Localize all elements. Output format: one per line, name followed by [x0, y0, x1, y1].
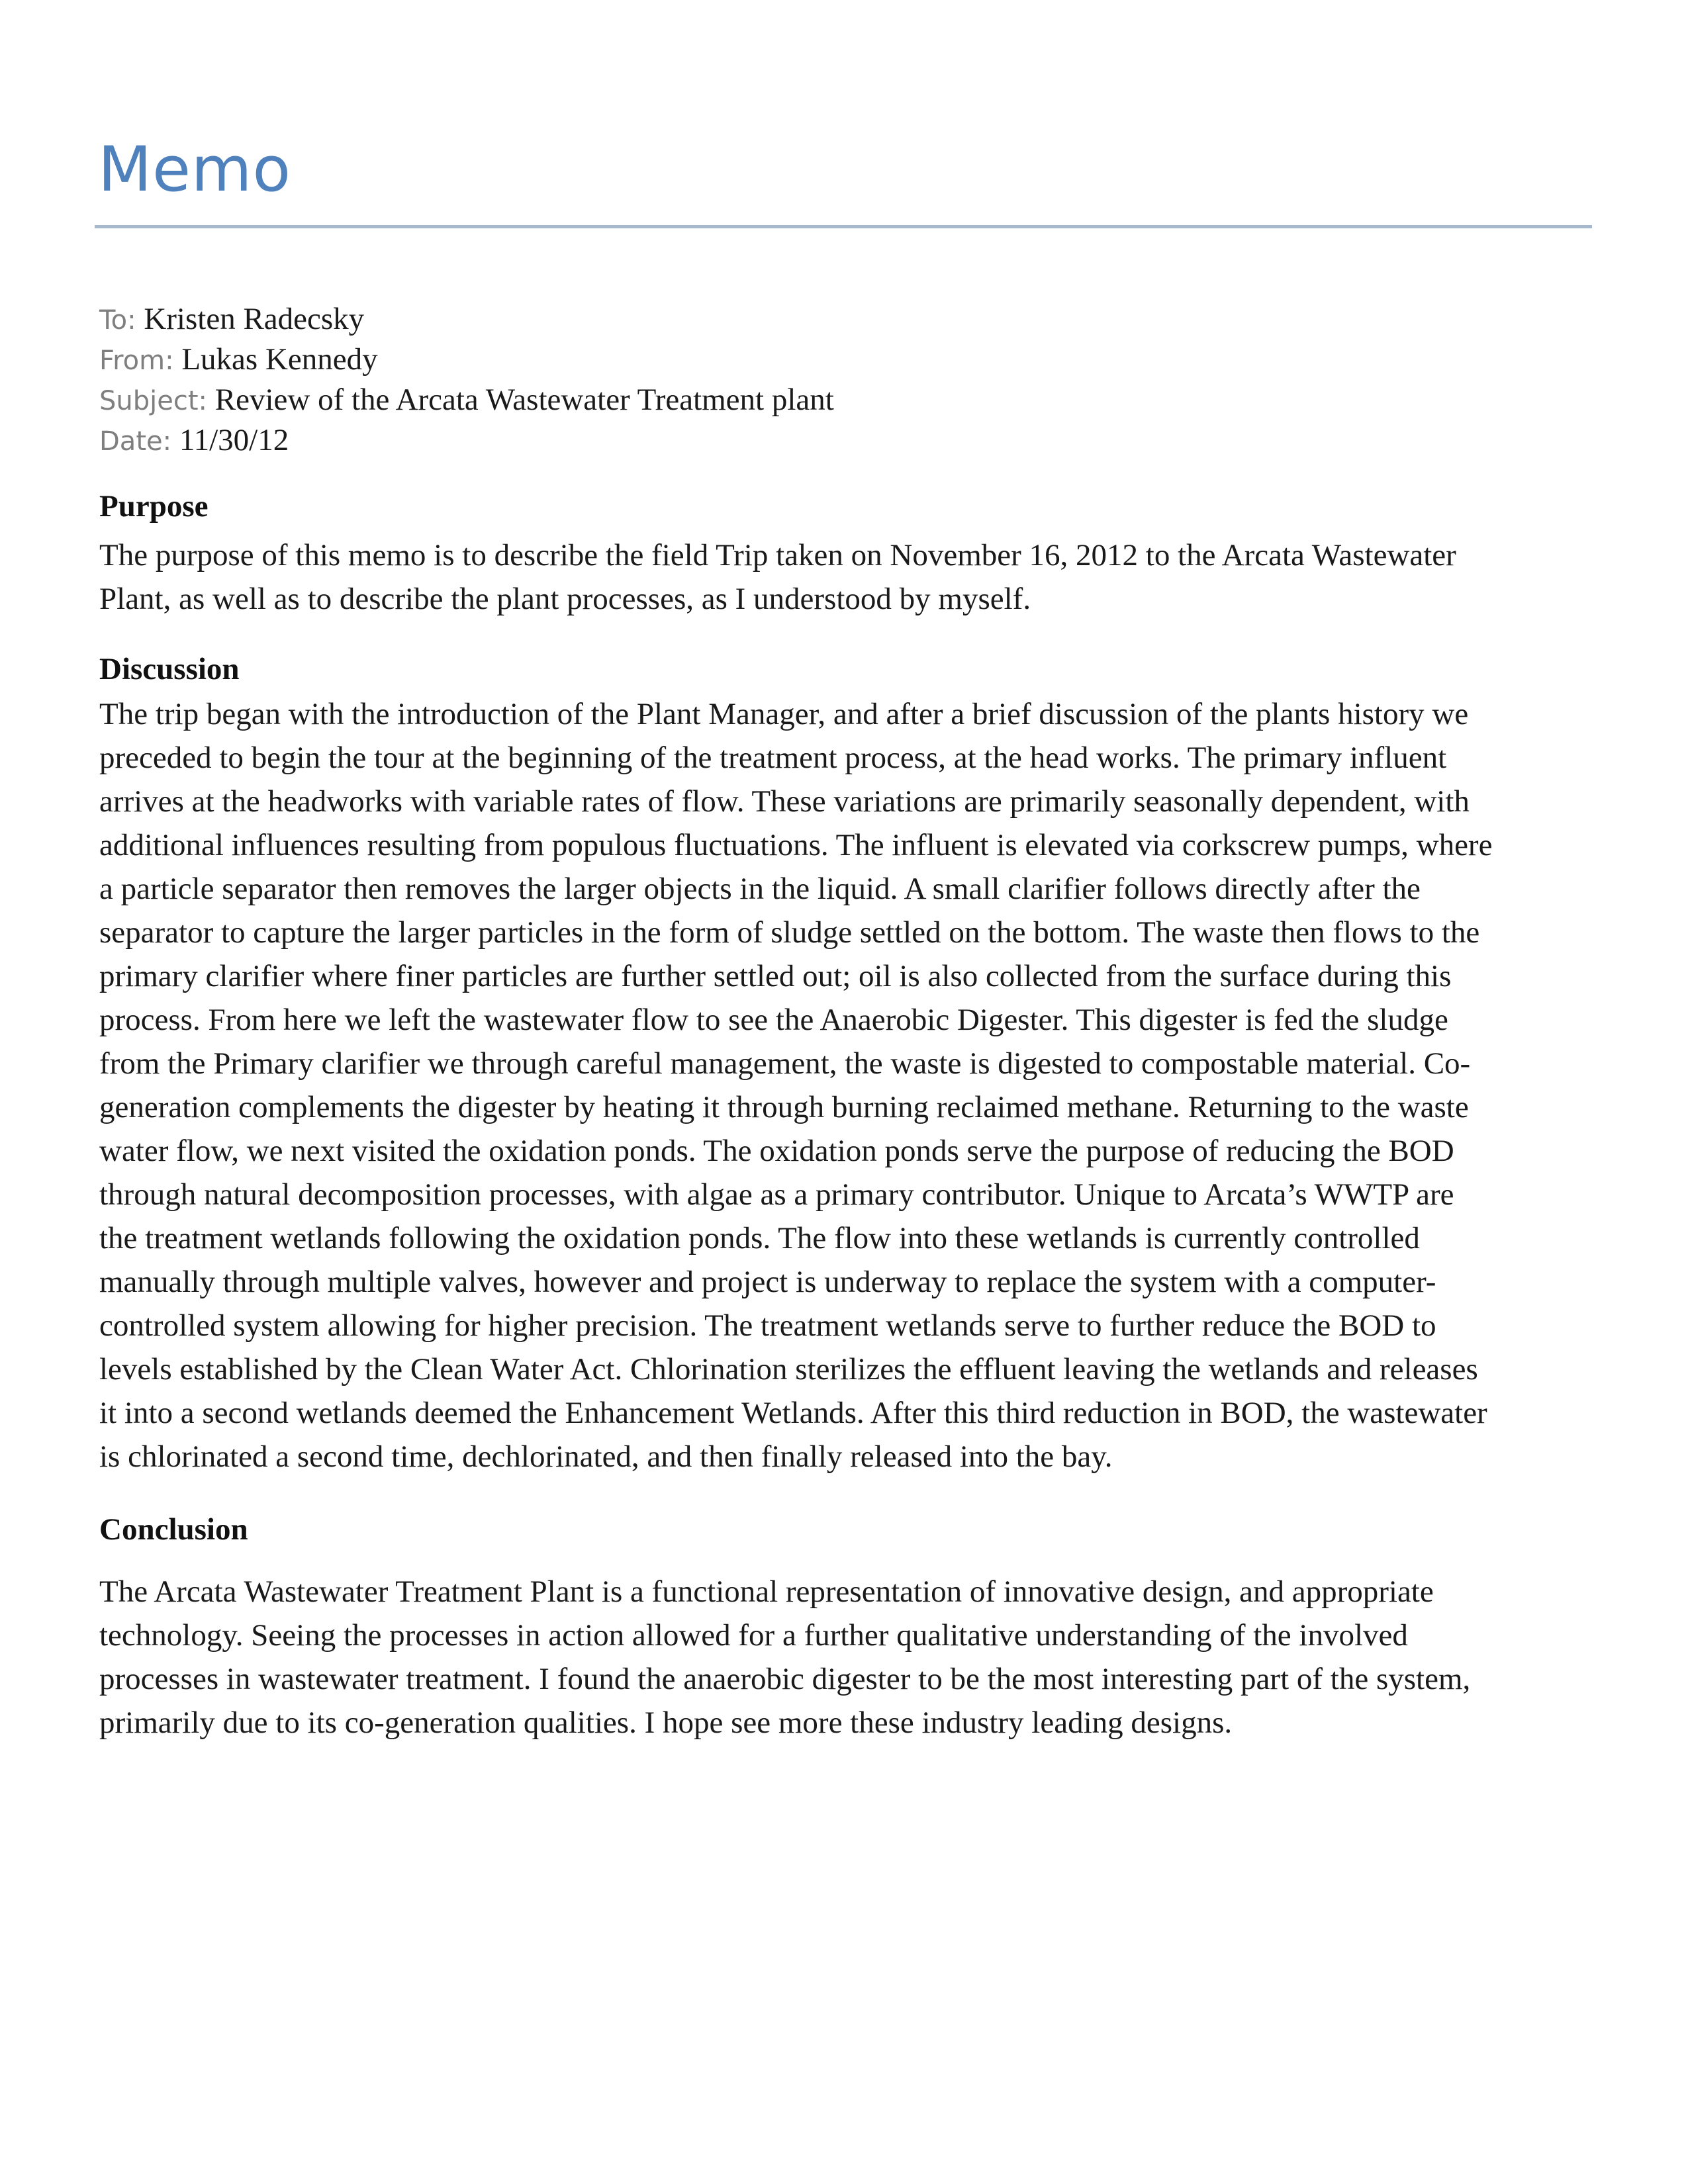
from-label: From:: [99, 345, 174, 376]
discussion-line: from the Primary clarifier we through careful management, the waste is digested to compostable material. Co-: [99, 1046, 1471, 1081]
from-value: Lukas Kennedy: [173, 342, 378, 377]
discussion-line: through natural decomposition processes, with algae as a primary contributor. Unique to Arcata’s WWTP are: [99, 1177, 1454, 1212]
discussion-line: a particle separator then removes the larger objects in the liquid. A small clarifier follows directly after the: [99, 872, 1421, 906]
conclusion-line: The Arcata Wastewater Treatment Plant is a functional representation of innovative design, and appropriate: [99, 1574, 1434, 1609]
discussion-line: primary clarifier where finer particles are further settled out; oil is also collected from the surface during this: [99, 959, 1452, 993]
discussion-line: process. From here we left the wastewater flow to see the Anaerobic Digester. This digester is fed the sludge: [99, 1003, 1448, 1037]
discussion-line: is chlorinated a second time, dechlorinated, and then finally released into the bay.: [99, 1439, 1113, 1474]
to-value: Kristen Radecsky: [136, 302, 365, 336]
discussion-line: The trip began with the introduction of the Plant Manager, and after a brief discussion of the plants history we: [99, 697, 1469, 731]
discussion-line: preceded to begin the tour at the beginning of the treatment process, at the head works. The primary influent: [99, 741, 1447, 775]
memo-title: Memo: [98, 134, 292, 206]
discussion-line: the treatment wetlands following the oxidation ponds. The flow into these wetlands is currently controlled: [99, 1221, 1420, 1255]
discussion-line: manually through multiple valves, however and project is underway to replace the system with a computer-: [99, 1265, 1436, 1299]
discussion-line: additional influences resulting from populous fluctuations. The influent is elevated via corkscrew pumps, where: [99, 828, 1493, 862]
date-value: 11/30/12: [171, 423, 289, 457]
discussion-heading: Discussion: [99, 652, 240, 686]
discussion-line: it into a second wetlands deemed the Enhancement Wetlands. After this third reduction in BOD, the wastewater: [99, 1396, 1487, 1430]
memo-header: [99, 299, 1556, 461]
conclusion-paragraph: [99, 1570, 1602, 1745]
discussion-line: arrives at the headworks with variable rates of flow. These variations are primarily seasonally dependent, with: [99, 784, 1470, 819]
purpose-heading: Purpose: [99, 489, 209, 523]
purpose-line: The purpose of this memo is to describe the field Trip taken on November 16, 2012 to the Arcata Wastewater: [99, 538, 1456, 572]
subject-value: Review of the Arcata Wastewater Treatment plant: [207, 383, 834, 417]
discussion-line: levels established by the Clean Water Act. Chlorination sterilizes the effluent leaving the wetlands and releases: [99, 1352, 1478, 1387]
date-line: [99, 420, 1556, 461]
subject-line: [99, 380, 1556, 420]
to-line: [99, 299, 1556, 340]
conclusion-heading: Conclusion: [99, 1512, 248, 1547]
date-label: Date:: [99, 426, 172, 457]
discussion-paragraph: [99, 692, 1602, 1479]
discussion-line: water flow, we next visited the oxidation ponds. The oxidation ponds serve the purpose of reducing the BOD: [99, 1134, 1454, 1168]
purpose-paragraph: [99, 533, 1602, 621]
discussion-line: controlled system allowing for higher precision. The treatment wetlands serve to further reduce the BOD to: [99, 1308, 1436, 1343]
discussion-line: separator to capture the larger particles in the form of sludge settled on the bottom. The waste then flows to the: [99, 915, 1480, 950]
conclusion-line: technology. Seeing the processes in action allowed for a further qualitative understanding of the involved: [99, 1618, 1408, 1653]
conclusion-line: processes in wastewater treatment. I found the anaerobic digester to be the most interesting part of the system,: [99, 1662, 1471, 1696]
conclusion-line: primarily due to its co-generation qualities. I hope see more these industry leading designs.: [99, 1706, 1233, 1740]
subject-label: Subject:: [99, 386, 208, 416]
to-label: To:: [99, 305, 136, 336]
discussion-line: generation complements the digester by heating it through burning reclaimed methane. Returning to the waste: [99, 1090, 1469, 1124]
title-divider: [95, 225, 1592, 228]
from-line: [99, 340, 1556, 380]
purpose-line: Plant, as well as to describe the plant processes, as I understood by myself.: [99, 582, 1031, 616]
